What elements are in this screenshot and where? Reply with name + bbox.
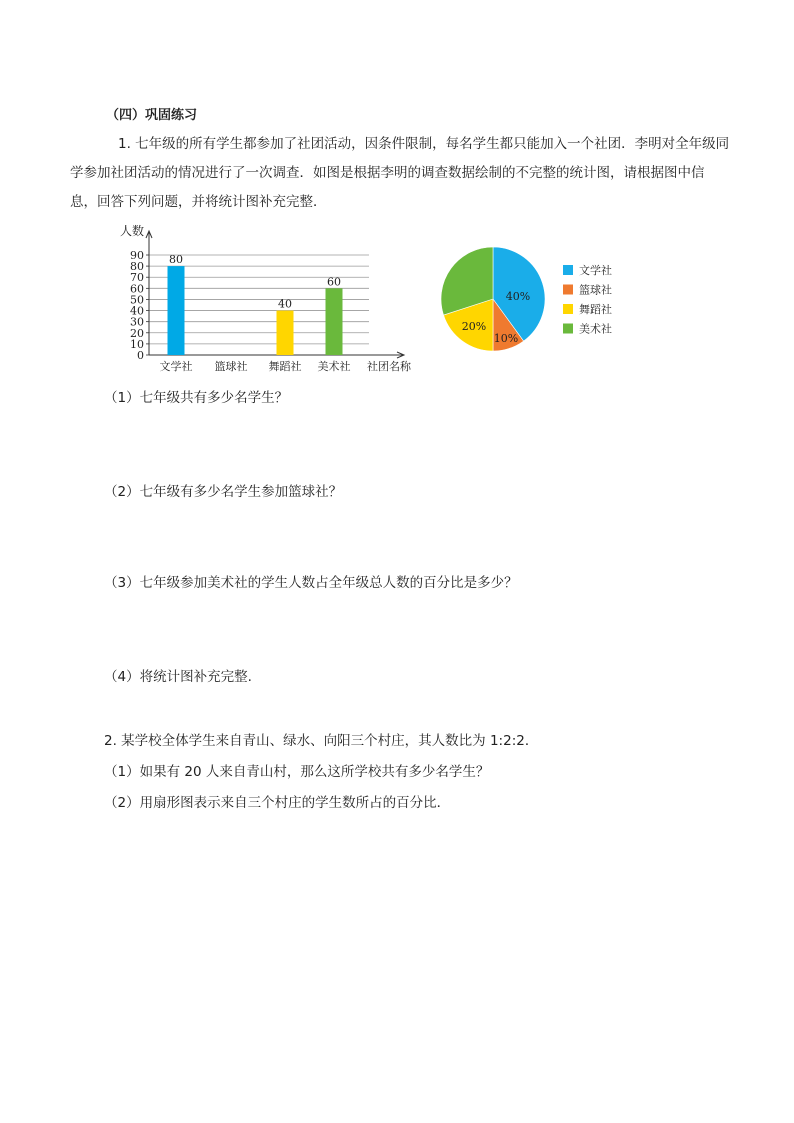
bar-value-label: 60	[327, 275, 341, 289]
question-1-4: （4）将统计图补充完整.	[104, 669, 252, 685]
pie-value-label: 20%	[461, 320, 487, 333]
x-category-label: 文学社	[159, 360, 193, 373]
bar-y-axis-label: 人数	[120, 224, 145, 238]
bar	[168, 266, 185, 355]
y-tick-label: 50	[130, 293, 144, 307]
bar	[277, 311, 294, 355]
y-tick-label: 40	[130, 304, 144, 318]
legend-label: 美术社	[579, 322, 612, 336]
bar	[326, 288, 343, 355]
y-tick-label: 10	[130, 337, 144, 351]
bar-categories	[160, 359, 351, 373]
bar-marks	[168, 253, 343, 355]
pie-value-label: 10%	[493, 332, 519, 345]
bar-grid	[146, 231, 404, 358]
pie-legend	[563, 263, 612, 336]
legend-swatch	[563, 265, 573, 275]
bar-value-label: 40	[278, 297, 292, 311]
legend-swatch	[563, 285, 573, 295]
question-1-3: （3）七年级参加美术社的学生人数占全年级总人数的百分比是多少？	[104, 575, 518, 591]
legend-label: 文学社	[579, 264, 612, 277]
bar-value-label: 80	[169, 253, 183, 267]
question-2-2: （2）用扇形图表示来自三个村庄的学生数所占的百分比．	[104, 795, 451, 811]
y-tick-label: 0	[137, 349, 144, 362]
legend-swatch	[563, 304, 573, 314]
pie-value-label: 40%	[505, 290, 531, 303]
x-category-label: 舞蹈社	[268, 360, 302, 373]
y-tick-label: 90	[130, 249, 144, 262]
y-tick-label: 80	[130, 260, 144, 274]
bar-x-axis-label: 社团名称	[367, 360, 411, 373]
legend-swatch	[563, 324, 573, 334]
y-tick-label: 20	[130, 326, 144, 340]
y-tick-label: 60	[130, 282, 144, 296]
bar-ticks	[130, 249, 149, 362]
question-2-1: （1）如果有 20 人来自青山村，那么这所学校共有多少名学生？	[104, 764, 490, 780]
y-tick-label: 30	[130, 315, 144, 329]
y-tick-label: 70	[130, 271, 144, 285]
question-1-1: （1）七年级共有多少名学生？	[104, 390, 289, 406]
section-title: （四）巩固练习	[106, 108, 198, 123]
legend-label: 舞蹈社	[579, 303, 612, 316]
bar-chart	[112, 218, 424, 378]
problem2-text: 2. 某学校全体学生来自青山、绿水、向阳三个村庄，其人数比为 1:2:2．	[104, 733, 539, 749]
x-category-label: 篮球社	[214, 360, 248, 373]
legend-label: 篮球社	[579, 283, 612, 297]
question-1-2: （2）七年级有多少名学生参加篮球社？	[104, 484, 343, 500]
x-category-label: 美术社	[317, 360, 351, 373]
problem1-text: 1. 七年级的所有学生都参加了社团活动，因条件限制，每名学生都只能加入一个社团．李明对全年级同学参加社团活动的情况进行了一次调查．如图是根据李明的调查数据绘制的不完整的统计图，请根据图中信息，回答下列问题，并将统计图补充完整．	[70, 136, 730, 210]
pie-chart	[436, 242, 636, 360]
